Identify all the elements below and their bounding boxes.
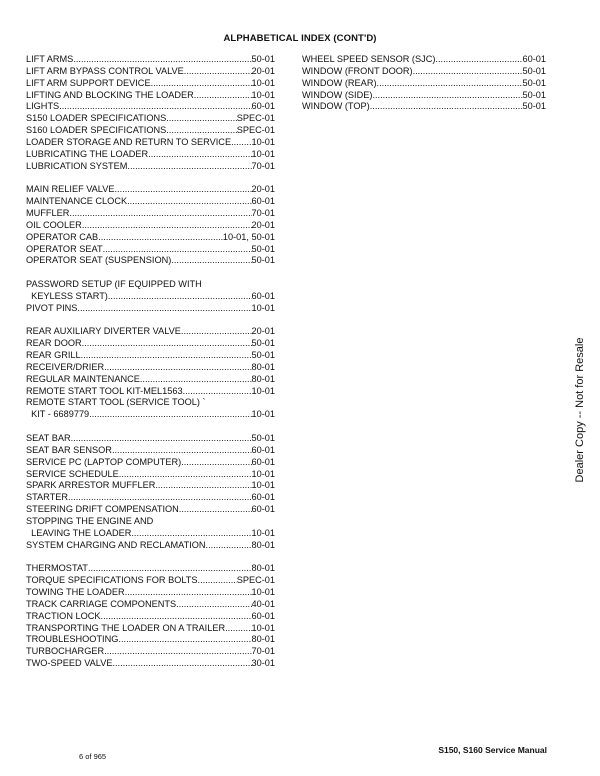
entry-topic: TRACK CARRIAGE COMPONENTS <box>26 598 177 609</box>
index-entry <box>26 469 275 481</box>
entry-page-ref: 60-01 <box>522 54 546 64</box>
entry-topic: S150 LOADER SPECIFICATIONS <box>26 113 167 124</box>
entry-topic: WINDOW (FRONT DOOR) <box>302 65 413 76</box>
dot-leader <box>166 125 236 137</box>
entry-page-ref: 20-01 <box>251 65 275 76</box>
dot-leader <box>370 101 523 113</box>
entry-page-ref: 10-01 <box>251 89 275 100</box>
dot-leader <box>104 362 251 374</box>
entry-topic: REMOTE START TOOL KIT-MEL1563 <box>26 385 183 396</box>
index-entry <box>26 492 275 504</box>
entry-topic: LIFT ARMS <box>26 54 74 64</box>
entry-topic: OIL COOLER <box>26 219 82 230</box>
entry-page-ref: 60-01 <box>251 504 275 515</box>
dot-leader <box>82 338 252 350</box>
index-entry <box>26 54 275 66</box>
index-entry <box>26 338 275 350</box>
entry-page-ref: 50-01 <box>522 89 546 100</box>
entry-page-ref: 80-01 <box>251 373 275 384</box>
dot-leader <box>73 54 251 66</box>
index-entry <box>26 149 275 161</box>
index-entry <box>26 504 275 516</box>
index-entry <box>26 433 275 445</box>
entry-topic: RECEIVER/DRIER <box>26 361 105 372</box>
index-entry <box>26 208 275 220</box>
entry-topic: TWO-SPEED VALVE <box>26 658 113 669</box>
entry-topic: TURBOCHARGER <box>26 646 105 657</box>
group-gap <box>26 172 275 184</box>
index-entry <box>26 386 275 398</box>
dot-leader <box>225 623 251 635</box>
entry-topic: THERMOSTAT <box>26 563 88 574</box>
index-entry <box>26 184 275 196</box>
dot-leader <box>131 528 251 540</box>
dot-leader <box>413 66 523 78</box>
dot-leader <box>104 646 251 658</box>
dot-leader <box>231 137 251 149</box>
entry-topic: OPERATOR SEAT <box>26 243 103 254</box>
watermark-label: Dealer Copy -- Not for Resale <box>574 337 586 483</box>
index-entry <box>26 457 275 469</box>
entry-page-ref: 50-01 <box>522 101 546 112</box>
index-entry <box>26 220 275 232</box>
entry-topic: OPERATOR SEAT (SUSPENSION) <box>26 255 172 266</box>
entry-page-ref: 10-01 <box>251 468 275 479</box>
entry-page-ref: 10-01 <box>251 586 275 597</box>
entry-page-ref: 10-01, 50-01 <box>222 231 275 242</box>
index-entry <box>26 101 275 113</box>
entry-topic: TRANSPORTING THE LOADER ON A TRAILER <box>26 622 226 633</box>
entry-page-ref: 10-01 <box>251 409 275 420</box>
entry-page-ref: 10-01 <box>251 385 275 396</box>
dot-leader <box>77 303 251 315</box>
dot-leader <box>155 480 251 492</box>
dot-leader <box>112 658 251 670</box>
dot-leader <box>112 445 252 457</box>
entry-topic: STARTER <box>26 492 69 503</box>
dot-leader <box>127 196 251 208</box>
index-entry <box>26 623 275 635</box>
entry-topic: LIFTING AND BLOCKING THE LOADER <box>26 89 194 100</box>
dot-leader <box>69 208 251 220</box>
entry-page-ref: 20-01 <box>251 184 275 195</box>
entry-topic: LUBRICATION SYSTEM <box>26 160 128 171</box>
entry-page-ref: 70-01 <box>251 207 275 218</box>
entry-page-ref: 10-01 <box>251 77 275 88</box>
entry-topic: TOWING THE LOADER <box>26 586 125 597</box>
entry-page-ref: 80-01 <box>251 563 275 574</box>
index-entry-line: PASSWORD SETUP (IF EQUIPPED WITH <box>26 279 202 290</box>
entry-page-ref: 80-01 <box>251 634 275 645</box>
entry-topic: STEERING DRIFT COMPENSATION <box>26 504 179 515</box>
dot-leader <box>88 563 252 575</box>
dot-leader <box>198 575 237 587</box>
index-entry <box>26 125 275 137</box>
entry-page-ref: 70-01 <box>251 646 275 657</box>
dot-leader <box>184 66 252 78</box>
index-entry <box>26 196 275 208</box>
page-title: ALPHABETICAL INDEX (CONT'D) <box>223 33 377 44</box>
entry-page-ref: 60-01 <box>251 290 275 301</box>
entry-page-ref: 60-01 <box>251 492 275 503</box>
entry-page-ref: 80-01 <box>251 361 275 372</box>
entry-page-ref: 50-01 <box>522 77 546 88</box>
entry-page-ref: 60-01 <box>251 196 275 207</box>
index-entry <box>26 362 275 374</box>
entry-topic: SPARK ARRESTOR MUFFLER <box>26 480 156 491</box>
dot-leader <box>125 587 252 599</box>
entry-topic: SEAT BAR SENSOR <box>26 444 112 455</box>
entry-topic: WINDOW (TOP) <box>302 101 370 112</box>
entry-topic: LUBRICATING THE LOADER <box>26 148 149 159</box>
dot-leader <box>166 113 236 125</box>
entry-page-ref: 70-01 <box>251 160 275 171</box>
entry-topic: TORQUE SPECIFICATIONS FOR BOLTS <box>26 575 198 586</box>
index-entry <box>26 291 275 303</box>
index-entry-line: STOPPING THE ENGINE AND <box>26 515 154 526</box>
index-entry <box>26 445 275 457</box>
dot-leader <box>179 504 252 516</box>
dot-leader <box>103 244 252 256</box>
index-entry <box>26 575 275 587</box>
index-entry <box>302 101 546 113</box>
entry-topic: S160 LOADER SPECIFICATIONS <box>26 125 167 136</box>
entry-page-ref: 30-01 <box>251 658 275 669</box>
group-gap <box>26 315 275 327</box>
index-entry <box>26 303 275 315</box>
index-entry <box>26 113 275 125</box>
entry-topic: REAR GRILL <box>26 350 81 361</box>
entry-topic: LEAVING THE LOADER <box>26 527 132 538</box>
dot-leader <box>181 457 251 469</box>
dot-leader <box>151 78 252 90</box>
entry-page-ref: 80-01 <box>251 539 275 550</box>
entry-page-ref: SPEC-01 <box>236 125 275 136</box>
entry-page-ref: SPEC-01 <box>236 113 275 124</box>
index-entry <box>26 161 275 173</box>
entry-topic: KIT - 6689779 <box>26 409 90 420</box>
index-entry <box>302 54 546 66</box>
entry-topic: WINDOW (SIDE) <box>302 89 373 100</box>
entry-page-ref: 50-01 <box>522 65 546 76</box>
dot-leader <box>89 409 251 421</box>
entry-page-ref: 20-01 <box>251 219 275 230</box>
dot-leader <box>115 184 252 196</box>
index-entry <box>26 78 275 90</box>
dot-leader <box>194 90 252 102</box>
manual-title: S150, S160 Service Manual <box>438 745 547 755</box>
dot-leader <box>59 101 251 113</box>
dot-leader <box>108 291 252 303</box>
entry-topic: LIFT ARM SUPPORT DEVICE <box>26 77 151 88</box>
dot-leader <box>183 386 252 398</box>
entry-topic: PIVOT PINS <box>26 302 78 313</box>
entry-topic: SYSTEM CHARGING AND RECLAMATION <box>26 539 206 550</box>
index-entry <box>26 658 275 670</box>
entry-page-ref: 60-01 <box>251 444 275 455</box>
index-entry <box>26 528 275 540</box>
dot-leader <box>148 149 251 161</box>
entry-page-ref: 50-01 <box>251 255 275 266</box>
entry-topic: KEYLESS START) <box>26 290 108 301</box>
dot-leader <box>118 634 251 646</box>
dot-leader <box>98 232 223 244</box>
dot-leader <box>140 374 252 386</box>
index-entry <box>26 409 275 421</box>
dot-leader <box>81 350 252 362</box>
index-entry <box>26 611 275 623</box>
dot-leader <box>101 611 252 623</box>
dot-leader <box>181 326 252 338</box>
entry-topic: OPERATOR CAB <box>26 231 99 242</box>
index-entry <box>26 350 275 362</box>
dot-leader <box>176 599 251 611</box>
dot-leader <box>372 90 522 102</box>
entry-page-ref: 10-01 <box>251 302 275 313</box>
entry-topic: SEAT BAR <box>26 433 71 443</box>
entry-page-ref: 10-01 <box>251 527 275 538</box>
entry-topic: SERVICE SCHEDULE <box>26 468 119 479</box>
dot-leader <box>71 433 252 445</box>
dot-leader <box>171 255 251 267</box>
index-column-left <box>26 54 275 670</box>
entry-page-ref: 10-01 <box>251 136 275 147</box>
index-entry <box>26 255 275 267</box>
index-entry <box>26 232 275 244</box>
index-entry <box>26 90 275 102</box>
entry-topic: MAINTENANCE CLOCK <box>26 196 128 207</box>
index-entry-line: REMOTE START TOOL (SERVICE TOOL) ` <box>26 397 206 408</box>
entry-page-ref: 50-01 <box>251 350 275 361</box>
entry-page-ref: 10-01 <box>251 480 275 491</box>
index-entry <box>26 563 275 575</box>
entry-topic: REAR DOOR <box>26 338 82 349</box>
index-entry <box>26 634 275 646</box>
index-entry <box>26 66 275 78</box>
entry-topic: MUFFLER <box>26 207 70 218</box>
dot-leader <box>82 220 252 232</box>
entry-page-ref: 50-01 <box>251 433 275 443</box>
dot-leader <box>119 469 252 481</box>
entry-page-ref: 50-01 <box>251 338 275 349</box>
index-entry <box>26 374 275 386</box>
entry-topic: LIGHTS <box>26 101 60 112</box>
entry-topic: TROUBLESHOOTING <box>26 634 119 645</box>
entry-topic: LOADER STORAGE AND RETURN TO SERVICE <box>26 136 232 147</box>
entry-page-ref: 50-01 <box>251 54 275 64</box>
index-column-right <box>302 54 546 113</box>
entry-topic: REAR AUXILIARY DIVERTER VALVE <box>26 326 181 337</box>
entry-topic: TRACTION LOCK <box>26 610 101 621</box>
entry-topic: LIFT ARM BYPASS CONTROL VALVE <box>26 65 184 76</box>
entry-topic: REGULAR MAINTENANCE <box>26 373 140 384</box>
group-gap <box>26 421 275 433</box>
dot-leader <box>68 492 251 504</box>
index-entry <box>302 78 546 90</box>
entry-page-ref: 20-01 <box>251 326 275 337</box>
entry-page-ref: 40-01 <box>251 598 275 609</box>
entry-page-ref: SPEC-01 <box>236 575 275 586</box>
entry-topic: WHEEL SPEED SENSOR (SJC) <box>302 54 436 64</box>
index-entry <box>302 90 546 102</box>
index-entry <box>302 66 546 78</box>
index-entry <box>26 326 275 338</box>
entry-page-ref: 60-01 <box>251 456 275 467</box>
index-entry <box>26 540 275 552</box>
index-entry <box>26 587 275 599</box>
entry-topic: MAIN RELIEF VALVE <box>26 184 115 195</box>
entry-topic: SERVICE PC (LAPTOP COMPUTER) <box>26 456 182 467</box>
entry-page-ref: 10-01 <box>251 622 275 633</box>
dot-leader <box>206 540 252 552</box>
entry-page-ref: 50-01 <box>251 243 275 254</box>
entry-page-ref: 10-01 <box>251 148 275 159</box>
page-counter: 6 of 965 <box>79 752 107 761</box>
entry-page-ref: 60-01 <box>251 610 275 621</box>
entry-topic: WINDOW (REAR) <box>302 77 377 88</box>
index-entry <box>26 599 275 611</box>
index-entry <box>26 646 275 658</box>
dot-leader <box>435 54 522 66</box>
dot-leader <box>377 78 523 90</box>
group-gap <box>26 551 275 563</box>
index-entry <box>26 137 275 149</box>
index-entry <box>26 480 275 492</box>
index-entry <box>26 244 275 256</box>
group-gap <box>26 267 275 279</box>
dot-leader <box>127 161 251 173</box>
entry-page-ref: 60-01 <box>251 101 275 112</box>
